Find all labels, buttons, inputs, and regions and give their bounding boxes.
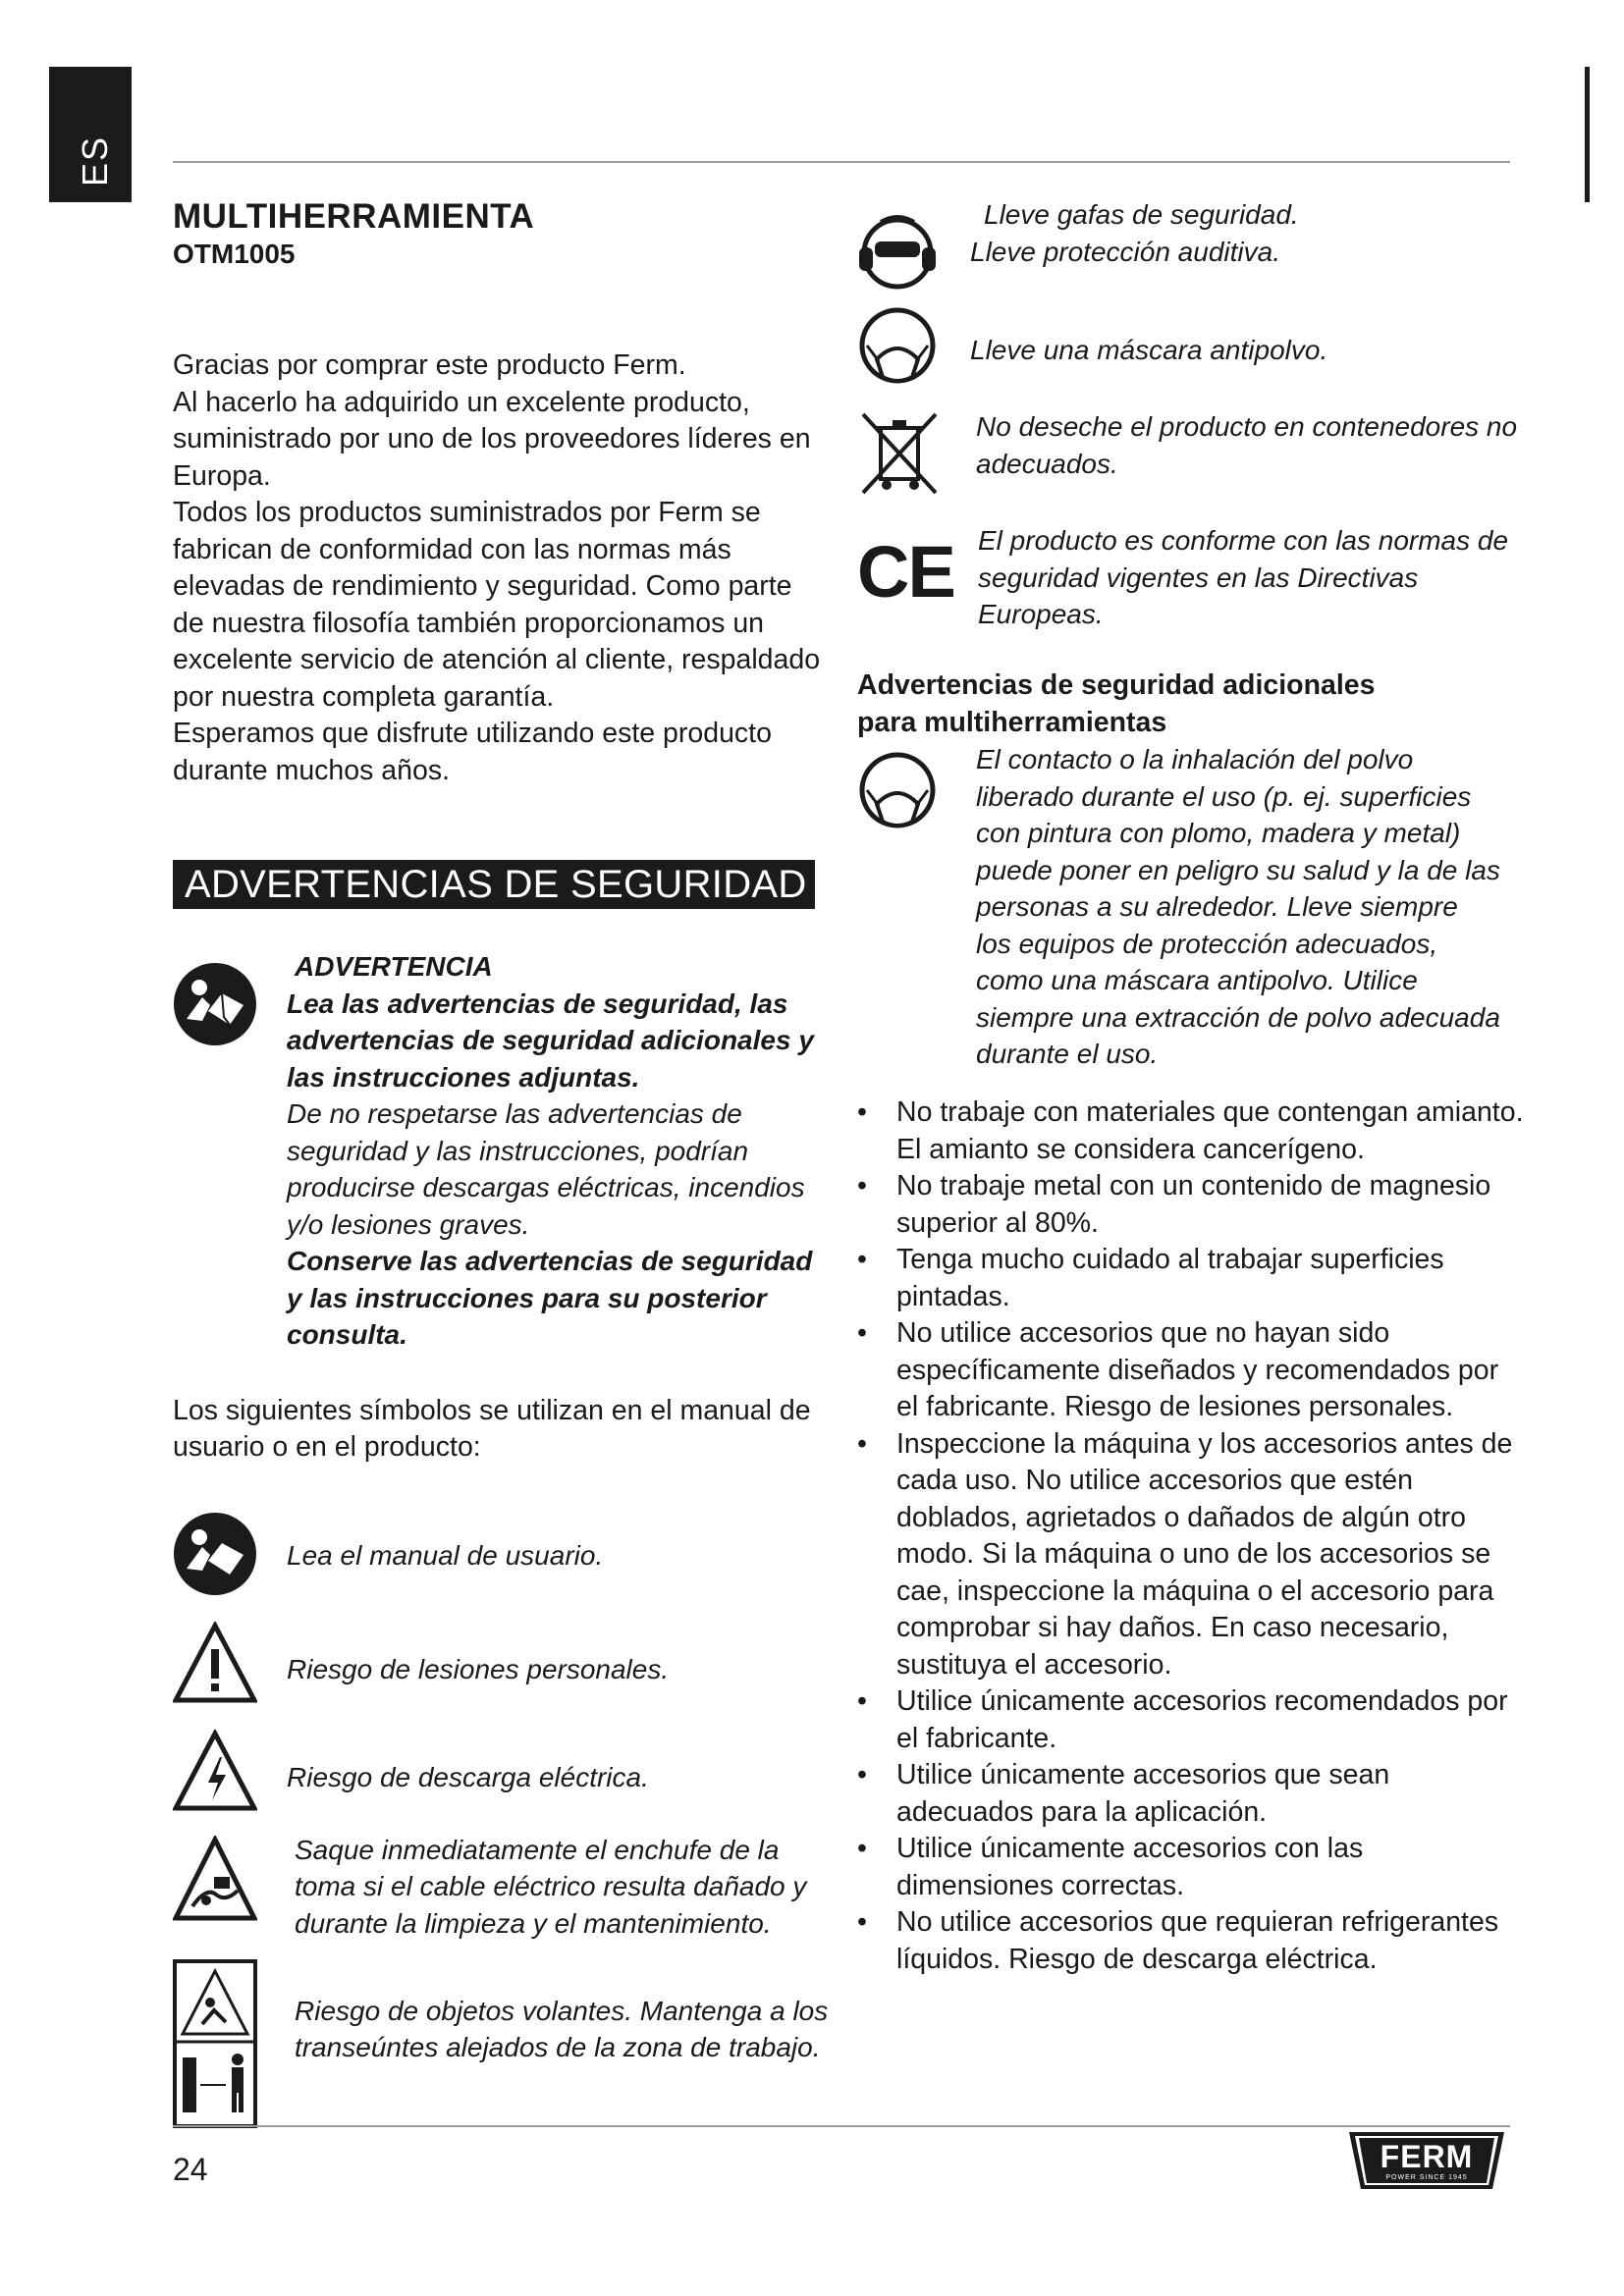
left-column xyxy=(173,196,831,2130)
injury-warning-icon xyxy=(173,1622,257,1709)
symbol-row xyxy=(173,1959,831,2130)
symbols-intro: Los siguientes símbolos se utilizan en el manual de usuario o en el producto: xyxy=(173,1394,811,1463)
page-number: 24 xyxy=(173,2152,208,2187)
symbol-text: Lleve protección auditiva. xyxy=(970,236,1280,267)
symbol-row xyxy=(173,1730,831,1814)
right-column xyxy=(857,196,1544,1978)
section-header-safety: ADVERTENCIAS DE SEGURIDAD xyxy=(173,860,815,909)
symbol-text: El producto es conforme con las normas de seguridad vigentes en las Directivas Europeas. xyxy=(978,525,1509,629)
safety-bullet-list xyxy=(857,1095,1525,1978)
symbol-row xyxy=(857,741,1544,1075)
goggles-ear-protection-icon xyxy=(857,214,938,297)
warning-text: De no respetarse las advertencias de seguridad y las instrucciones, podrían producirse descargas eléctricas, incendios y/o lesiones graves. xyxy=(287,1098,805,1240)
symbol-row xyxy=(857,408,1544,512)
additional-warnings-heading: Advertencias de seguridad adicionales para multiherramientas xyxy=(857,669,1376,738)
list-item: • Utilice únicamente accesorios con las dimensiones correctas. xyxy=(857,1831,1525,1904)
list-item: • No utilice accesorios que no hayan sido específicamente diseñados y recomendados por el fabricante. Riesgo de lesiones personales. xyxy=(857,1315,1525,1426)
page-title: MULTIHERRAMIENTA xyxy=(173,197,535,236)
page-edge-marker xyxy=(1585,67,1590,202)
symbol-text: Saque inmediatamente el enchufe de la toma si el cable eléctrico resulta dañado y durante la limpieza y el mantenimiento. xyxy=(295,1834,807,1939)
list-item: • Utilice únicamente accesorios que sean adecuados para la aplicación. xyxy=(857,1757,1525,1831)
brand-name: FERM xyxy=(1380,2139,1474,2174)
intro-line: Esperamos que disfrute utilizando este producto durante muchos años. xyxy=(173,718,772,786)
symbol-row xyxy=(857,522,1544,634)
symbol-text: Lleve una máscara antipolvo. xyxy=(970,335,1328,365)
dust-mask-icon xyxy=(857,749,938,840)
language-tab xyxy=(49,67,132,202)
intro-line: Al hacerlo ha adquirido un excelente producto, suministrado por uno de los proveedores líderes en Europa. xyxy=(173,386,811,492)
electric-shock-icon xyxy=(173,1730,257,1817)
ce-mark-icon: CE xyxy=(857,531,954,613)
intro-line: Todos los productos suministrados por Ferm se fabrican de conformidad con las normas más elevadas de rendimiento y seguridad. Como parte de nuestra filosofía también proporcionamos un excelente servicio de atención al cliente, respaldado por nuestra completa garantía. xyxy=(173,497,821,713)
symbol-row xyxy=(857,304,1544,402)
symbol-text: Riesgo de descarga eléctrica. xyxy=(287,1761,649,1792)
symbol-row xyxy=(857,196,1544,285)
symbol-row xyxy=(173,1830,831,1944)
warning-bold-text: Lea las advertencias de seguridad, las advertencias de seguridad adicionales y las instrucciones adjuntas. xyxy=(287,988,814,1093)
symbol-text: Riesgo de objetos volantes. Mantenga a los transeúntes alejados de la zona de trabajo. xyxy=(295,1995,829,2062)
list-item: • No trabaje metal con un contenido de magnesio superior al 80%. xyxy=(857,1168,1525,1242)
read-manual-icon xyxy=(173,1512,257,1601)
read-manual-icon xyxy=(173,962,257,1051)
symbol-row xyxy=(173,1512,831,1592)
list-item: • No utilice accesorios que requieran refrigerantes líquidos. Riesgo de descarga eléctrica. xyxy=(857,1904,1525,1978)
bottom-divider xyxy=(173,2125,1510,2127)
symbol-text: Lleve gafas de seguridad. xyxy=(984,199,1299,230)
list-item: • Utilice únicamente accesorios recomendados por el fabricante. xyxy=(857,1683,1525,1757)
intro-line: Gracias por comprar este producto Ferm. xyxy=(173,349,686,381)
ferm-logo xyxy=(1343,2126,1510,2202)
list-item: • Inspeccione la máquina y los accesorios antes de cada uso. No utilice accesorios que estén doblados, agrietados o dañados de algún otro modo. Si la máquina o uno de los accesorios se cae, inspeccione la máquina o el accesorio para comprobar si hay daños. En caso necesario, sustituya el accesorio. xyxy=(857,1426,1525,1684)
intro-text xyxy=(173,347,831,789)
model-number: OTM1005 xyxy=(173,239,296,269)
warning-label: ADVERTENCIA xyxy=(295,951,493,982)
symbol-text: No deseche el producto en contenedores no adecuados. xyxy=(976,411,1518,479)
language-tab-label: ES xyxy=(75,134,115,187)
list-item: • Tenga mucho cuidado al trabajar superficies pintadas. xyxy=(857,1242,1525,1315)
flying-objects-icon xyxy=(173,1959,257,2133)
top-divider xyxy=(173,161,1510,163)
warning-keep-text: Conserve las advertencias de seguridad y las instrucciones para su posterior consulta. xyxy=(287,1246,813,1350)
symbol-row xyxy=(173,1622,831,1706)
symbol-text: Lea el manual de usuario. xyxy=(287,1539,604,1571)
list-item: • No trabaje con materiales que contengan amianto. El amianto se considera cancerígeno. xyxy=(857,1095,1525,1168)
dust-note: El contacto o la inhalación del polvo liberado durante el uso (p. ej. superficies con pintura con plomo, madera y metal) puede poner en peligro su salud y la de las personas a su alrededor. Lleve siempre los equipos de protección adecuados, como una máscara antipolvo. Utilice siempre una extracción de polvo adecuada durante el uso. xyxy=(976,744,1500,1069)
weee-bin-icon xyxy=(857,408,942,502)
brand-tagline: POWER SINCE 1945 xyxy=(1385,2174,1468,2181)
dust-mask-icon xyxy=(857,304,938,396)
symbol-text: Riesgo de lesiones personales. xyxy=(287,1653,670,1684)
unplug-icon xyxy=(173,1836,257,1929)
warning-block xyxy=(173,948,831,1354)
